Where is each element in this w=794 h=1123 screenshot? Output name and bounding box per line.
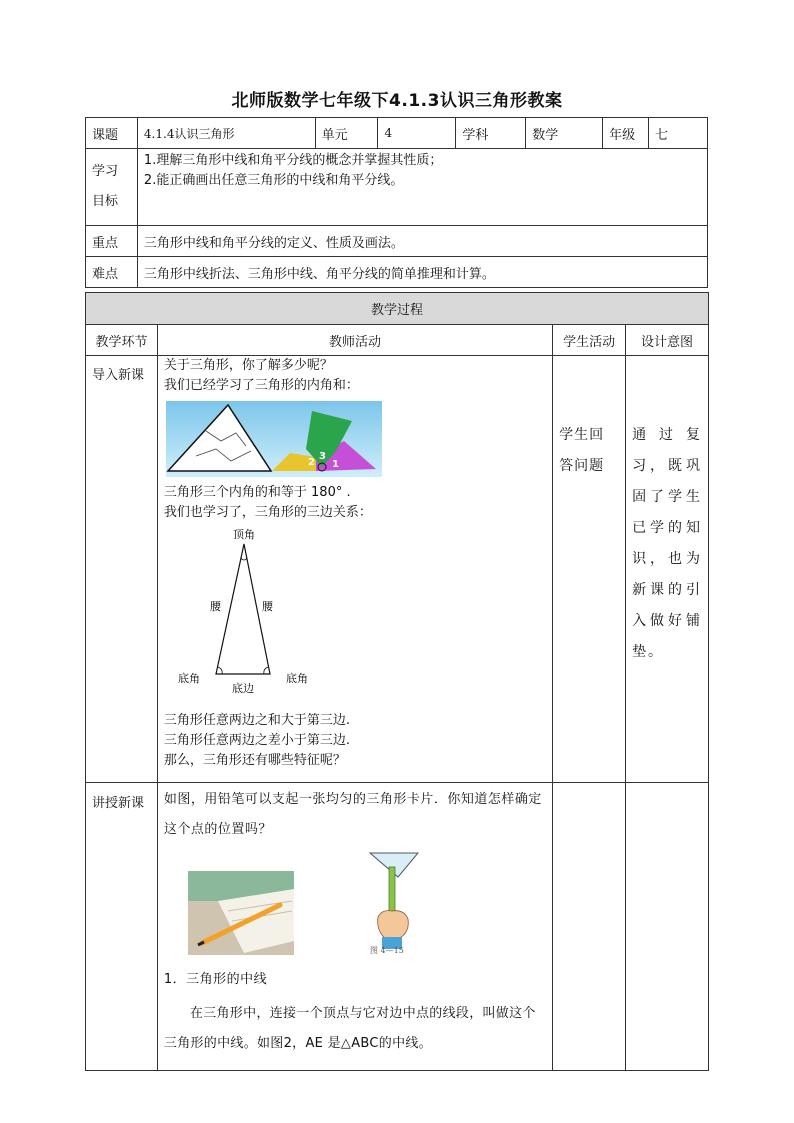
lecture-para-2: 在三角形中，连接一个顶点与它对边中点的线段，叫做这个三角形的中线。如图2，AE 是△ABC的中线。 [163, 1006, 536, 1051]
grade-value: 七 [649, 118, 708, 149]
col-student: 学生活动 [553, 325, 626, 356]
lecture-stage: 讲授新课 [86, 783, 158, 1071]
angle-sum-illustration [166, 401, 382, 477]
process-header: 教学过程 [86, 293, 709, 325]
key-value: 三角形中线和角平分线的定义、性质及画法。 [137, 226, 707, 257]
lecture-teacher-cell [157, 783, 552, 1071]
goals-content [137, 149, 707, 226]
intro-intent: 通过复习，既巩固了学生已学的知识，也为新课的引入做好铺垫。 [626, 356, 709, 783]
goal-1: 1.理解三角形中线和角平分线的概念并掌握其性质； [143, 153, 443, 168]
angle-label-1: 1 [331, 459, 339, 470]
intro-line-6: 三角形任意两边之差小于第三边. [163, 733, 351, 748]
lecture-heading: 1．三角形的中线 [163, 972, 268, 987]
intro-stage: 导入新课 [86, 356, 158, 783]
key-label: 重点 [86, 226, 138, 257]
teaching-process-table [85, 292, 709, 1071]
label-leg-right: 腰 [261, 600, 273, 613]
intro-teacher-cell [157, 356, 552, 783]
grade-label: 年级 [603, 118, 649, 149]
lecture-student [553, 783, 626, 1071]
label-base: 底边 [231, 682, 254, 695]
angle-label-3: 3 [318, 451, 326, 462]
lesson-label: 课题 [86, 118, 138, 149]
label-apex: 顶角 [232, 528, 255, 541]
goal-2: 2.能正确画出任意三角形的中线和角平分线。 [143, 173, 404, 188]
difficulty-value: 三角形中线折法、三角形中线、角平分线的简单推理和计算。 [137, 257, 707, 288]
pencil-support-figure [364, 847, 424, 957]
document-title: 北师版数学七年级下4.1.3认识三角形教案 [231, 91, 563, 111]
subject-value: 数学 [526, 118, 603, 149]
label-base-right: 底角 [285, 672, 308, 685]
col-stage: 教学环节 [86, 325, 158, 356]
label-base-left: 底角 [177, 672, 200, 685]
col-intent: 设计意图 [626, 325, 709, 356]
intro-line-5: 三角形任意两边之和大于第三边. [163, 713, 351, 728]
lesson-info-table [85, 117, 708, 288]
unit-label: 单元 [315, 118, 378, 149]
angle-label-2: 2 [307, 457, 315, 468]
difficulty-label: 难点 [86, 257, 138, 288]
lecture-para-1: 如图，用铅笔可以支起一张均匀的三角形卡片．你知道怎样确定这个点的位置吗？ [163, 792, 542, 837]
intro-line-7: 那么，三角形还有哪些特征呢？ [163, 753, 346, 768]
label-leg-left: 腰 [209, 600, 221, 613]
intro-line-2: 我们已经学习了三角形的内角和： [163, 378, 359, 393]
lesson-value: 4.1.4认识三角形 [137, 118, 315, 149]
intro-line-4: 我们也学习了，三角形的三边关系： [163, 505, 372, 520]
intro-student: 学生回答问题 [553, 356, 626, 783]
pencil-photo [188, 871, 294, 955]
intro-line-3: 三角形三个内角的和等于 180° . [163, 485, 351, 500]
unit-value: 4 [378, 118, 456, 149]
col-teacher: 教师活动 [157, 325, 552, 356]
intro-line-1: 关于三角形，你了解多少呢？ [163, 358, 333, 373]
isosceles-triangle-diagram [170, 526, 330, 698]
lecture-intent [626, 783, 709, 1071]
figure-caption: 图 4—15 [369, 946, 404, 955]
goals-label: 学习 目标 [86, 149, 138, 226]
subject-label: 学科 [456, 118, 526, 149]
